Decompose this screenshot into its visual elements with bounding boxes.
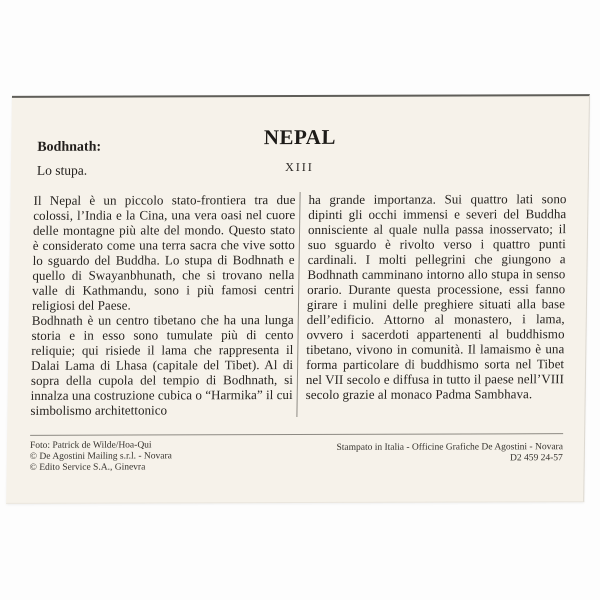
postcard-back <box>6 94 590 504</box>
copyright-line: © De Agostini Mailing s.r.l. - Novara <box>29 451 172 462</box>
subject-block <box>37 140 101 179</box>
copyright-line: © Edito Service S.A., Ginevra <box>29 462 146 473</box>
card-title: NEPAL <box>263 124 337 150</box>
photo-credit: Foto: Patrick de Wilde/Hoa-Qui <box>29 440 152 451</box>
subject-subtitle: Lo stupa. <box>36 162 88 178</box>
credits-right-block <box>336 439 563 473</box>
printer-credit: Stampato in Italia - Officine Grafiche De Agostini - Novara <box>336 442 564 453</box>
footer-credits <box>30 439 563 474</box>
body-paragraph: Il Nepal è un piccolo stato-frontiera tra due colossi, l’India e la Cina, una vera oasi nel cuore delle montagne più alte del mondo. Questo stato è considerato come una terra sacra che vive sotto lo sguardo del Buddha. Lo stupa di Bodhnath e quello di Swayanbhunath, che si trovano nella valle di Kathmandu, sono i più famosi centri religiosi del Paese. <box>31 192 296 313</box>
credits-left-block <box>30 440 173 473</box>
card-series-number: XIII <box>285 159 314 175</box>
footer-divider-rule <box>30 433 563 436</box>
subject-title: Bodhnath: <box>37 139 102 155</box>
body-paragraph: ha grande importanza. Sui quattro lati sono dipinti gli occhi immensi e severi del Buddha onnisciente al quale nulla passa inosservato; il suo sguardo è rivolto verso i quattro punti cardinali. I molti pellegrini che giungono a Bodhnath camminano intorno allo stupa in senso orario. Durante questa processione, essi fanno girare i mulini delle preghiere situati alla base dell’edificio. Attorno al monastero, i lama, ovvero i sacerdoti appartenenti al buddhismo tibetano, vivono in comunità. Il lamaismo è una forma particolare di buddhismo sorta nel Tibet nel VII secolo e diffusa in tutto il paese nell’VIII secolo grazie al monaco Padma Sambhava. <box>305 191 567 402</box>
body-text-columns <box>30 191 569 418</box>
body-column-left <box>30 192 295 418</box>
body-paragraph: Bodhnath è un centro tibetano che ha una lunga storia e in esso sono tumulate più di cento reliquie; qui risiede il lama che rappresenta il Dalai Lama di Lhasa (capitale del Tibet). Al di sopra della cupola del tempio di Bodhnath, si innalza una costruzione cubica o “Harmika” il cui simbolismo architettonico <box>30 312 294 418</box>
body-column-right <box>296 191 566 417</box>
catalog-code: D2 459 24-57 <box>509 453 563 464</box>
